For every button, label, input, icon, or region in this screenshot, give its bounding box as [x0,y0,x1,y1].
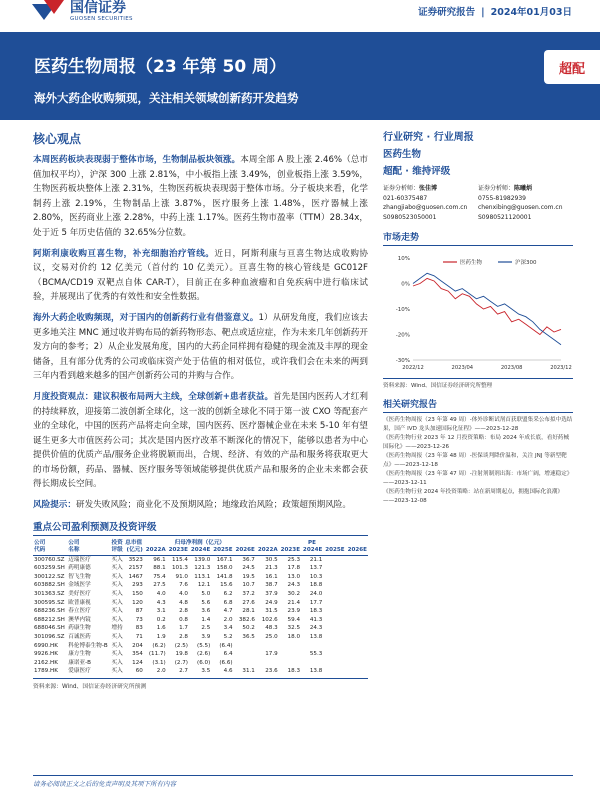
table-cell: 21.4 [287,599,301,606]
table-cell [256,659,279,668]
series-line-0 [413,279,561,335]
table-cell: 59.4 [287,616,301,623]
table-cell [323,581,345,590]
core-paragraph [33,153,368,241]
table-cell: 4.6 [223,668,233,675]
table-row [33,633,368,642]
paragraph-body: 近日，阿斯利康与亘喜生物达成收购协议，交易对价约 12 亿美元（首付约 10 亿美元）。亘喜生物的核心管线是 GC012F（BCMA/CD19 双靶点自体 CAR-T），目前正在多种血液瘤和自免疾病中进行临床试验，并展现出了优秀的有效性和安全性数据。 [33,248,368,303]
related-report-item[interactable]: 《医药生物行业 2023 年 12 月投资策略：布局 2024 年成长底，看好药械国际化》——2023-12-26 [383,435,570,450]
paragraph-body: 首先是国内医药人才红利的持续释放，迎接第二波创新全球化，这一波的创新全球化不同于第一波 CXO 等配套产业的全球化，中国的医药产品将走向全球，国内医药、医疗器械企业在未来 5-10 年有望诞生更多大市值医药公司；其次是国内医疗改革不断深化的情况下，能够以患者为中心提供价值的优质产品/服务企业将脱颖而出，合规、经济、有效的产品和服务将获取更大的市场份额，药品、器械、医疗服务等领域能够提供优质产品和服务的企业未来都会获得长期成长空间。 [33,391,368,490]
market-trend-chart [383,248,573,378]
chart-source: 资料来源：Wind、国信证券经济研究所整理 [383,378,573,389]
table-cell: 48.3 [265,625,278,632]
table-cell: 3.9 [201,634,211,640]
table-cell [301,642,323,651]
table-cell: 买入 [111,591,123,598]
table-cell: 30.2 [287,591,301,598]
table-cell: 买入 [111,565,123,572]
table-cell: 3.4 [223,625,233,632]
table-cell: 买入 [111,608,123,615]
table-row [33,581,368,590]
table-row [33,667,368,676]
table-cell: 25.3 [287,556,301,563]
y-tick-label: 10% [397,256,410,263]
footer-disclaimer: 请务必阅读正文之后的免责声明及其项下所有内容 [33,775,573,788]
table-cell: 10.7 [242,582,255,589]
table-cell: 3.1 [156,608,166,615]
table-cell [323,650,345,659]
table-cell: 4.3 [156,599,166,606]
table-cell: 73 [135,616,143,623]
y-tick-label: -30% [395,358,410,365]
table-cell: 欧普康视 [68,599,91,606]
table-header-cell: 评级 [111,547,123,554]
table-row [33,555,368,564]
table-cell: 澳华内镜 [68,616,91,623]
table-cell: 1.7 [179,625,188,632]
paragraph-lead: 阿斯利康收购亘喜生物，补充细胞治疗管线。 [33,248,215,259]
table-cell [323,599,345,608]
table-cell [323,616,345,625]
table-cell: 121.3 [194,565,211,572]
table-cell: 买入 [111,659,123,666]
table-cell: 32.5 [287,625,301,632]
table-cell: 18.8 [309,582,323,589]
table-cell [323,573,345,582]
analyst-info [383,184,573,222]
table-cell [323,555,345,564]
table-cell: 2.8 [179,634,188,640]
report-date: 2024年01月03日 [490,7,572,18]
table-header-cell: 总市值 [125,539,143,546]
table-cell: 16.1 [265,573,278,580]
table-title: 重点公司盈利预测及投资评级 [33,519,368,536]
table-cell: 688212.SH [34,616,65,623]
industry-name: 医药生物 [383,149,422,160]
table-header-cell: 2026E [235,547,255,554]
table-cell: 87 [135,608,143,615]
table-header-cell: 公司 [68,539,80,546]
table-cell: 27.5 [153,582,166,589]
table-header-cell: 2022A [145,547,166,554]
table-cell: 买入 [111,556,123,563]
table-cell: 96.1 [153,556,166,563]
table-cell: 1467 [128,573,143,580]
main-content [33,130,368,690]
logo-mark-icon [30,0,68,26]
table-cell [323,624,345,633]
table-cell: 55.3 [309,651,323,658]
table-cell [323,633,345,642]
table-cell: 158.0 [216,565,233,572]
related-report-item[interactable]: 《医药生物行业 2024 年投资策略：站在新周期起点，拥抱国际化浪潮》——2023-12-08 [383,489,564,504]
table-cell: 13.0 [287,573,301,580]
table-row [33,642,368,651]
table-row [33,624,368,633]
table-cell: 120 [132,599,143,606]
related-report-item[interactable]: 《医药生物周报（23 年第 49 周）-体外诊断试剂首获联盟集采公布拟中选结果，国产 IVD 龙头加速国际化征程》——2023-12-28 [383,417,573,432]
table-cell: 60 [135,668,143,675]
table-cell: (11.7) [148,651,166,658]
table-cell [234,642,256,651]
table-header-cell: 归母净利润（亿元） [174,539,226,546]
table-cell: 2.0 [156,668,166,675]
table-cell: 28.1 [242,608,255,615]
table-cell: 买入 [111,582,123,589]
table-cell: 27.6 [242,599,255,606]
table-cell: 24.9 [265,599,278,606]
table-cell: 139.0 [194,556,211,563]
table-cell: 12.1 [197,582,211,589]
table-header-cell: 代码 [33,547,67,555]
forecast-table [33,540,368,676]
legend-label: 沪深300 [515,260,537,267]
table-cell: 301096.SZ [34,634,65,640]
trend-chart-svg [383,248,573,378]
table-cell: 15.6 [220,582,233,589]
table-cell: 50.2 [242,625,255,632]
table-cell: 1789.HK [34,668,58,675]
table-cell: 1.6 [156,625,166,632]
table-header-cell: 2024E [302,547,323,554]
core-paragraph [33,498,368,513]
table-cell: 药康生物 [68,625,91,632]
table-header-cell: PE [307,539,316,546]
table-cell: 美好医疗 [68,591,91,598]
paragraph-body: 研发失败风险；商业化不及预期风险；地缘政治风险；政策超预期风险。 [75,500,351,511]
table-cell: (2.6) [197,651,211,658]
table-cell: 5.2 [223,634,233,640]
table-cell: 37.2 [242,591,255,598]
table-cell [323,607,345,616]
logo-name-cn: 国信证券 [70,0,126,16]
core-paragraph [33,390,368,492]
table-cell: 301363.SZ [34,591,65,598]
table-cell: 18.3 [287,668,301,675]
table-cell: 买入 [111,616,123,623]
table-cell: (2.5) [174,642,188,649]
header-meta: 证券研究报告 | 2024年01月03日 [418,7,572,18]
table-cell: 300760.SZ [34,556,65,563]
analyst-2: 证券分析师：陈曦炳 0755-81982939 chenxibing@guosen.com.cn S0980521120001 [478,185,563,221]
table-cell: 24.0 [309,591,323,598]
table-cell: 293 [132,582,143,589]
table-cell [323,642,345,651]
table-cell: 0.2 [156,616,166,623]
table-cell: 17.8 [287,565,301,572]
table-cell: 603882.SH [34,582,65,589]
table-cell: 23.9 [287,608,301,615]
table-cell: 7.6 [179,582,188,589]
table-header-cell: 2024E [190,547,211,554]
table-cell: 13.8 [309,634,323,640]
table-cell: 6.4 [223,651,233,658]
table-cell: 31.1 [242,668,255,675]
table-cell: 124 [132,659,143,666]
related-report-item[interactable]: 《医药生物周报（23 年第 48 周）-医保谈判降价温和，关注 JNJ 等新型靶点》——2023-12-18 [383,453,567,468]
table-cell: 2.0 [223,616,233,623]
table-cell: 23.6 [265,668,278,675]
table-cell [323,564,345,573]
table-cell: 买入 [111,642,123,649]
y-tick-label: 0% [401,281,410,288]
table-header-cell: 2022A [257,547,278,554]
table-cell: 4.7 [223,608,233,615]
table-cell: (2.7) [174,659,188,666]
table-cell: 0.8 [179,616,188,623]
paragraph-lead: 海外大药企收购频现，对于国内的创新药行业有借鉴意义。 [33,312,259,323]
table-cell: 31.5 [265,608,278,615]
x-tick-label: 2022/12 [402,365,424,372]
table-cell: (6.0) [197,659,211,666]
table-cell [323,667,345,676]
table-cell: 10.3 [309,573,323,580]
table-row [33,650,368,659]
table-cell: 迈瑞医疗 [68,556,91,563]
table-cell: (5.5) [197,642,211,649]
legend-label: 医药生物 [460,260,483,267]
table-row [33,573,368,582]
table-cell: (3.1) [152,659,166,666]
table-cell: 41.3 [309,616,323,623]
table-cell: 1.9 [156,634,166,640]
title-banner [0,32,600,120]
table-cell: 2157 [128,565,143,572]
table-cell: 19.5 [242,573,255,580]
table-cell: 115.4 [171,556,188,563]
table-row [33,599,368,608]
x-tick-label: 2023/04 [451,365,474,372]
x-tick-label: 2023/08 [500,365,523,372]
table-cell: 买入 [111,634,123,640]
table-cell: 688236.SH [34,608,65,615]
table-cell: 买入 [111,599,123,606]
table-cell: 4.0 [156,591,166,598]
table-cell: 买入 [111,573,123,580]
table-cell: 4.0 [179,591,188,598]
table-header-cell: 2023E [168,547,188,554]
table-cell: 300595.SZ [34,599,65,606]
rating-badge: 超配 [544,50,600,84]
table-cell: 38.7 [265,582,278,589]
table-cell: 24.3 [287,582,301,589]
table-cell: (6.2) [152,642,166,649]
table-cell: 康方生物 [68,651,91,658]
table-cell: 101.3 [171,565,188,572]
table-cell: 智飞生物 [68,573,91,580]
paragraph-body: 1）从研发角度，我们应该去更多地关注 MNC 通过收并购布局的新药物形态、靶点或适应症，作为未来几年创新药开发方向的参考；2）从企业发展角度，国内的大药企同样拥有稳健的现金流及丰厚的现金储备，且有部分优秀的公司或临床资产处于估值的相对低位，或许我们会在未来的两到三年内看到越来越多的国产创新药公司的并购与合作。 [33,312,368,382]
report-subtitle: 海外大药企收购频现，关注相关领域创新药开发趋势 [34,91,299,105]
table-cell: 17.9 [265,651,278,658]
related-reports-title: 相关研究报告 [383,397,573,413]
table-cell: 113.1 [194,573,211,580]
table-cell: 19.8 [175,651,188,658]
table-cell: 百诚医药 [68,634,91,640]
sidebar [383,130,573,506]
table-cell: 88.1 [153,565,166,572]
table-cell: 36.5 [242,634,255,640]
table-header-cell: 2025E [325,547,345,554]
table-cell: 2.8 [179,608,188,615]
table-row [33,564,368,573]
table-cell: 75.4 [153,573,166,580]
table-cell: 13.7 [309,565,323,572]
related-report-item[interactable]: 《医药生物周报（23 年第 47 周）-注射剂制剂出海：市场广阔，增速稳定》——2023-12-11 [383,471,573,486]
table-cell [301,659,323,668]
table-cell: 买入 [111,668,123,675]
market-trend-title: 市场走势 [383,230,573,246]
industry-rating: 超配 · 维持评级 [383,166,451,177]
table-cell [234,650,256,659]
table-cell: 24.3 [309,625,323,632]
table-cell: 2.5 [201,625,211,632]
table-cell: 增持 [111,625,123,632]
table-cell [323,659,345,668]
table-cell: 金域医学 [68,582,91,589]
table-cell: 102.6 [261,616,278,623]
table-cell: 3.6 [201,608,211,615]
table-cell: 科伦博泰生物-B [68,642,108,649]
table-cell: 150 [132,591,143,598]
table-row [33,607,368,616]
report-title: 医药生物周报（23 年第 50 周） [34,57,287,77]
related-reports-list [383,416,573,505]
table-header-cell: 名称 [67,547,110,555]
table-cell: 康诺亚-B [68,659,91,666]
table-cell: 5.0 [201,591,211,598]
table-cell: 300122.SZ [34,573,65,580]
industry-category: 行业研究 · 行业周报 [383,132,474,143]
table-row [33,616,368,625]
table-cell: 春立医疗 [68,608,91,615]
table-cell: 3523 [128,556,143,563]
table-cell: 1.4 [201,616,211,623]
paragraph-lead: 月度投资观点：建议积极布局两大主线，全球创新+患者获益。 [33,391,274,402]
table-cell: 24.5 [242,565,255,572]
table-cell: 9926.HK [34,651,58,658]
core-views-title: 核心观点 [33,132,82,146]
table-cell: 6.2 [223,591,233,598]
table-cell: 爱康医疗 [68,668,91,675]
table-cell: 36.7 [242,556,255,563]
company-logo [30,0,133,26]
table-header-cell: 2023E [280,547,301,554]
table-cell: 13.8 [309,668,323,675]
table-header-cell: 公司 [34,539,46,546]
table-cell: 354 [132,651,143,658]
table-cell: 17.7 [309,599,323,606]
table-cell: 18.3 [309,608,323,615]
table-cell: (6.4) [219,642,233,649]
table-cell: 30.5 [265,556,278,563]
table-cell: 382.6 [238,616,255,623]
table-cell: 买入 [111,651,123,658]
table-cell: 2.7 [179,668,188,675]
table-cell [279,642,301,651]
table-cell: 603259.SH [34,565,65,572]
table-cell: 91.0 [175,573,188,580]
table-source: 资料来源：Wind、国信证券经济研究所预测 [33,678,368,690]
core-paragraph [33,247,368,305]
report-type: 证券研究报告 [418,7,476,18]
table-cell: 6.8 [223,599,233,606]
table-cell: 25.0 [265,634,278,640]
paragraph-body: 本周全部 A 股上涨 2.46%（总市值加权平均），沪深 300 上涨 2.81%，中小板指上涨 3.49%，创业板指上涨 3.59%，生物医药板块整体上涨 2.31%，生物医药板块表现弱于整体市场。分子板块来看，化学制药上涨 2.19%，生物制品上涨 3.87%，医疗服务上涨 1.48%，医疗器械上涨 2.80%，医药商业上涨 2.28%，中药上涨 1.17%。医药生物市盈率（TTM）28.34x，处于近 5 年历史估值的 32.65%分位数。 [33,155,368,238]
table-row [33,590,368,599]
table-cell: 21.3 [265,565,278,572]
table-cell: 204 [132,642,143,649]
table-cell: (6.6) [219,659,233,666]
table-cell: 4.8 [179,599,188,606]
table-cell: 141.8 [216,573,233,580]
core-paragraph [33,311,368,384]
table-cell: 688046.SH [34,625,65,632]
table-cell: 21.1 [309,556,323,563]
analyst-1: 证券分析师：张佳博 021-60375487 zhangjiabo@guosen.com.cn S0980523050001 [383,185,468,221]
table-cell: 18.0 [287,634,301,640]
table-cell: 2162.HK [34,659,58,666]
y-tick-label: -10% [395,307,410,314]
table-cell: 3.5 [201,668,211,675]
logo-name-en: GUOSEN SECURITIES [70,16,133,22]
table-cell [279,659,301,668]
table-header-cell: 投资 [111,539,123,546]
table-header-cell: 2026E [347,547,367,554]
table-cell [234,659,256,668]
table-cell [256,642,279,651]
table-cell: 药明康德 [68,565,91,572]
table-cell: 6990.HK [34,642,58,649]
table-cell [323,590,345,599]
y-tick-label: -20% [395,332,410,339]
paragraph-lead: 风险提示： [33,500,76,511]
table-cell: 37.9 [265,591,278,598]
x-tick-label: 2023/12 [550,365,572,372]
table-row [33,659,368,668]
table-header-cell: (亿元) [124,547,144,555]
table-header-cell: 2025E [213,547,233,554]
table-cell: 71 [135,634,143,640]
paragraph-lead: 本周医药板块表现弱于整体市场，生物制品板块领涨。 [33,155,241,165]
table-cell: 5.6 [201,599,211,606]
table-cell [279,650,301,659]
table-cell: 83 [135,625,143,632]
table-cell: 167.1 [216,556,233,563]
